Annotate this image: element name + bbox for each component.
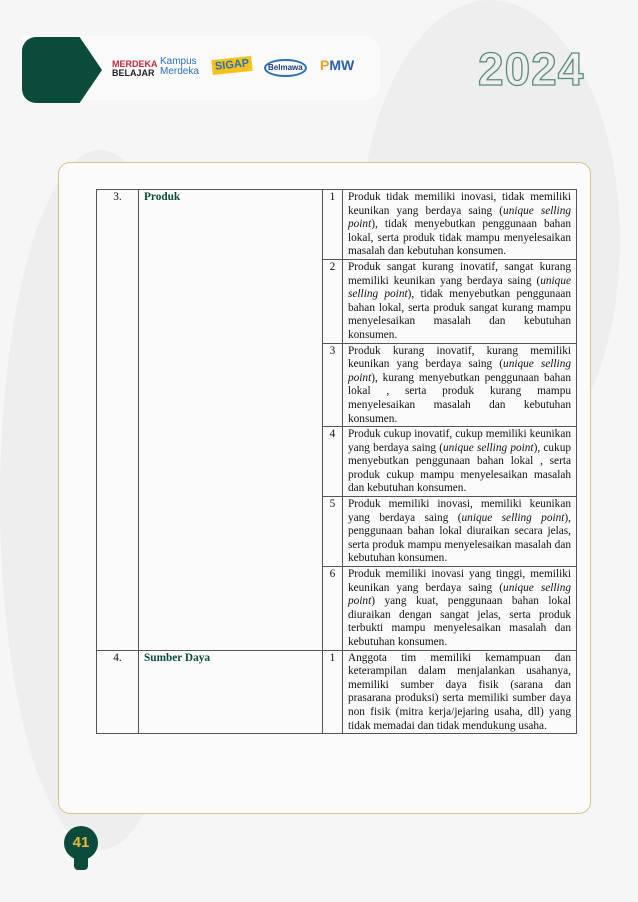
score-value: 3 — [323, 343, 343, 427]
row-number: 3. — [97, 190, 139, 651]
score-value: 6 — [323, 567, 343, 651]
score-value: 2 — [323, 259, 343, 343]
description-text: Produk memiliki inovasi yang tinggi, memiliki keunikan yang berdaya saing ( — [348, 568, 571, 594]
logo-pmw: PMW — [320, 57, 355, 73]
description-text: Anggota tim memiliki kemampuan dan keterampilan dalam menjalankan usahanya, memiliki sumber daya fisik (sarana dan prasarana produksi) serta memiliki sumber daya non fisik (mitra kerja/jejaring usaha, dll) yang tidak memadai dan tidak mendukung usaha. — [348, 651, 571, 732]
logo-dikti-sigap: SIGAP — [211, 56, 253, 75]
logo-merdeka-belajar: MERDEKA BELAJAR — [112, 59, 158, 78]
score-description — [343, 567, 577, 651]
criterion-label: Produk — [139, 190, 323, 651]
score-description — [343, 259, 577, 343]
score-value: 5 — [323, 497, 343, 567]
italic-term: unique selling point — [461, 511, 565, 524]
logo-belmawa: Belmawa — [264, 59, 307, 77]
description-text: ), tidak menyebutkan penggunaan bahan lokal, serta produk sangat kurang mampu menyelesaikan masalah dan kebutuhan konsumen. — [348, 288, 571, 341]
description-text: Produk kurang inovatif, kurang memiliki keunikan yang berdaya saing ( — [348, 344, 571, 371]
description-text: ), penggunaan bahan lokal diuraikan secara jelas, serta produk mampu menyelesaikan masalah dan kebutuhan konsumen. — [348, 511, 571, 565]
table-row — [97, 190, 577, 260]
description-text: Produk tidak memiliki inovasi, tidak memiliki keunikan yang berdaya saing ( — [348, 191, 571, 217]
score-description — [343, 650, 577, 734]
score-value: 1 — [323, 190, 343, 260]
score-description — [343, 190, 577, 260]
description-text: ) yang kuat, penggunaan bahan lokal diuraikan dengan sangat jelas, serta produk terbukti mampu menyelesaikan masalah dan kebutuhan konsumen. — [348, 595, 571, 648]
description-text: Produk memiliki inovasi, memiliki keunikan yang berdaya saing ( — [348, 498, 571, 524]
table-row — [97, 650, 577, 734]
description-text: ), cukup menyebutkan penggunaan bahan lokal , serta produk cukup mampu menyelesaikan masalah dan kebutuhan konsumen. — [348, 441, 572, 495]
score-description — [343, 343, 577, 427]
description-text: ), kurang menyebutkan penggunaan bahan lokal , serta produk kurang mampu menyelesaikan masalah dan kebutuhan konsumen. — [348, 371, 571, 425]
page-number: 41 — [64, 826, 98, 860]
year-title: 2024 — [478, 43, 585, 95]
description-text: Produk cukup inovatif, cukup memiliki keunikan yang berdaya saing ( — [348, 428, 571, 454]
score-description — [343, 427, 577, 497]
description-text: ), tidak menyebutkan penggunaan bahan lokal, serta produk tidak mampu menyelesaikan masalah dan kebutuhan konsumen. — [348, 218, 571, 258]
criterion-label: Sumber Daya — [139, 650, 323, 734]
score-value: 1 — [323, 650, 343, 734]
italic-term: unique selling point — [348, 358, 571, 384]
score-description — [343, 497, 577, 567]
logo-kampus-merdeka: Kampus Merdeka — [160, 56, 199, 77]
italic-term: unique selling point — [348, 581, 571, 608]
italic-term: unique selling point — [348, 274, 571, 301]
assessment-table — [96, 189, 577, 734]
description-text: Produk sangat kurang inovatif, sangat kurang memiliki keunikan yang berdaya saing ( — [348, 260, 571, 287]
italic-term: unique selling point — [443, 441, 534, 454]
italic-term: unique selling point — [348, 204, 571, 231]
row-number: 4. — [97, 650, 139, 734]
score-value: 4 — [323, 427, 343, 497]
